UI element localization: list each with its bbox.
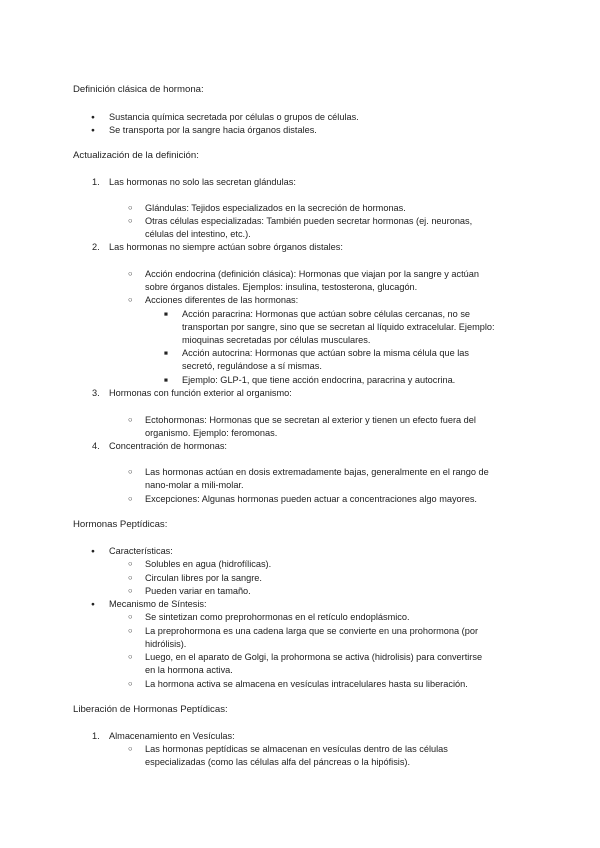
list-item-continuation: en la hormona activa. xyxy=(145,665,233,675)
bullet-square-icon xyxy=(164,347,168,361)
list-item: Ectohormonas: Hormonas que se secretan al exterior y tienen un efecto fuera del xyxy=(145,415,476,425)
list-item: Se sintetizan como preprohormonas en el retículo endoplásmico. xyxy=(145,612,410,622)
bullet-circle-icon xyxy=(128,743,133,756)
list-number: 2. xyxy=(92,242,100,252)
bullet-circle-icon xyxy=(128,215,133,228)
bullet-circle-icon xyxy=(128,585,133,598)
list-item: Se transporta por la sangre hacia órganos distales. xyxy=(109,125,317,135)
bullet-circle-icon xyxy=(128,558,133,571)
list-item: Acciones diferentes de las hormonas: xyxy=(145,295,299,305)
bullet-disc-icon xyxy=(91,111,95,125)
bullet-square-icon xyxy=(164,374,168,388)
section-heading-liberacion: Liberación de Hormonas Peptídicas: xyxy=(73,704,228,715)
list-item: Acción autocrina: Hormonas que actúan sobre la misma célula que las xyxy=(182,348,470,358)
list-item: Sustancia química secretada por células o grupos de células. xyxy=(109,112,359,122)
list-item: Excepciones: Algunas hormonas pueden actuar a concentraciones algo mayores. xyxy=(145,494,477,504)
list-item: Glándulas: Tejidos especializados en la secreción de hormonas. xyxy=(145,203,406,213)
bullet-circle-icon xyxy=(128,466,133,479)
bullet-circle-icon xyxy=(128,625,133,638)
bullet-circle-icon xyxy=(128,678,133,691)
section-heading-actualizacion: Actualización de la definición: xyxy=(73,150,199,161)
list-item: La hormona activa se almacena en vesículas intracelulares hasta su liberación. xyxy=(145,679,468,689)
list-number: 4. xyxy=(92,441,100,451)
list-item: Las hormonas actúan en dosis extremadamente bajas, generalmente en el rango de xyxy=(145,467,489,477)
list-item: Características: xyxy=(109,546,173,556)
list-item-continuation: organismo. Ejemplo: feromonas. xyxy=(145,428,278,438)
list-item-continuation: secretó, regulándose a sí mismas. xyxy=(182,361,322,371)
list-item: La preprohormona es una cadena larga que se convierte en una prohormona (por xyxy=(145,626,479,636)
list-item: Pueden variar en tamaño. xyxy=(145,586,251,596)
list-item: Las hormonas no solo las secretan glándulas: xyxy=(109,177,296,187)
section-heading-definicion-clasica: Definición clásica de hormona: xyxy=(73,84,204,95)
list-item: Almacenamiento en Vesículas: xyxy=(109,731,235,741)
list-number: 3. xyxy=(92,388,100,398)
bullet-disc-icon xyxy=(91,545,95,559)
list-item-continuation: transportan por sangre, sino que se secretan al líquido extracelular. Ejemplo: xyxy=(182,322,495,332)
list-number: 1. xyxy=(92,177,100,187)
list-item: Circulan libres por la sangre. xyxy=(145,573,262,583)
list-item: Otras células especializadas: También pueden secretar hormonas (ej. neuronas, xyxy=(145,216,473,226)
list-item-continuation: hidrólisis). xyxy=(145,639,187,649)
bullet-disc-icon xyxy=(91,124,95,138)
list-item: Las hormonas peptídicas se almacenan en vesículas dentro de las células xyxy=(145,744,448,754)
list-item-continuation: nano-molar a mili-molar. xyxy=(145,480,244,490)
bullet-circle-icon xyxy=(128,572,133,585)
list-item: Solubles en agua (hidrofílicas). xyxy=(145,559,272,569)
list-item-continuation: células del intestino, etc.). xyxy=(145,229,251,239)
list-number: 1. xyxy=(92,731,100,741)
list-item-continuation: sobre órganos distales. Ejemplos: insulina, testosterona, glucagón. xyxy=(145,282,418,292)
list-item: Las hormonas no siempre actúan sobre órganos distales: xyxy=(109,242,343,252)
bullet-circle-icon xyxy=(128,493,133,506)
list-item: Concentración de hormonas: xyxy=(109,441,227,451)
list-item: Acción paracrina: Hormonas que actúan sobre células cercanas, no se xyxy=(182,309,471,319)
bullet-disc-icon xyxy=(91,598,95,612)
bullet-circle-icon xyxy=(128,651,133,664)
list-item: Ejemplo: GLP-1, que tiene acción endocrina, paracrina y autocrina. xyxy=(182,375,456,385)
list-item: Hormonas con función exterior al organismo: xyxy=(109,388,292,398)
bullet-circle-icon xyxy=(128,202,133,215)
list-item-continuation: especializadas (como las células alfa del páncreas o la hipófisis). xyxy=(145,757,411,767)
list-item: Acción endocrina (definición clásica): Hormonas que viajan por la sangre y actúan xyxy=(145,269,479,279)
list-item: Mecanismo de Síntesis: xyxy=(109,599,207,609)
bullet-circle-icon xyxy=(128,611,133,624)
list-item-continuation: mioquinas secretadas por células musculares. xyxy=(182,335,371,345)
bullet-circle-icon xyxy=(128,294,133,307)
bullet-circle-icon xyxy=(128,268,133,281)
bullet-square-icon xyxy=(164,308,168,322)
list-item: Luego, en el aparato de Golgi, la prohormona se activa (hidrolisis) para convertirse xyxy=(145,652,483,662)
bullet-circle-icon xyxy=(128,414,133,427)
section-heading-hormonas-peptidicas: Hormonas Peptídicas: xyxy=(73,519,168,530)
